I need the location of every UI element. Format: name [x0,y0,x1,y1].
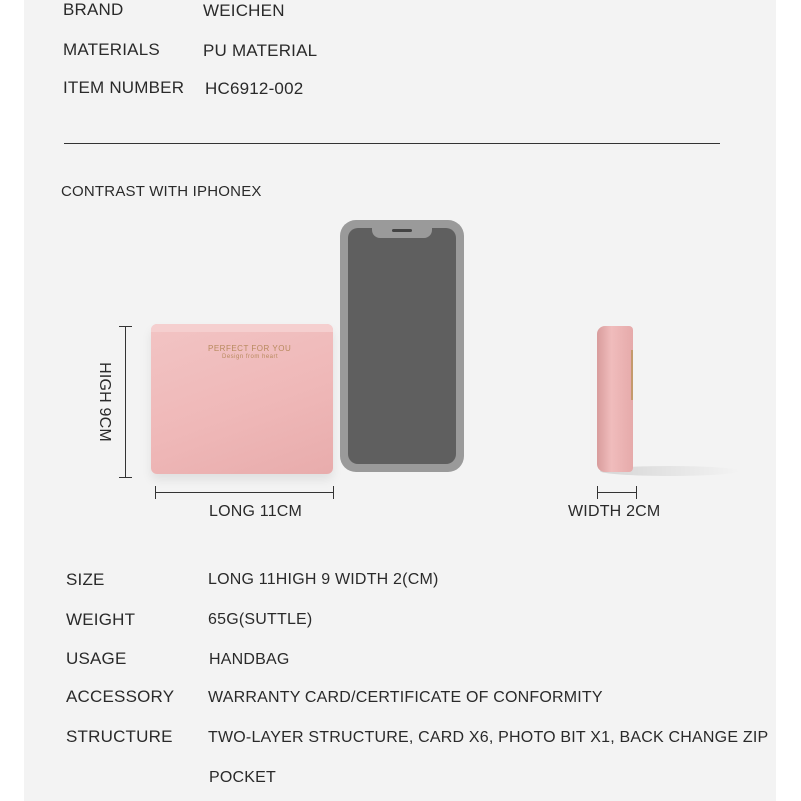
length-dimension-line [155,492,333,493]
brand-label: BRAND [63,0,124,19]
brand-value: WEICHEN [203,1,285,20]
structure-value: TWO-LAYER STRUCTURE, CARD X6, PHOTO BIT X1, BACK CHANGE ZIP [208,729,769,746]
structure-value-continued: POCKET [209,769,276,786]
height-dimension-cap-top [119,326,132,327]
item-number-label: ITEM NUMBER [63,78,185,97]
accessory-value: WARRANTY CARD/CERTIFICATE OF CONFORMITY [208,689,603,706]
width-dimension-cap-left [597,486,598,499]
materials-value: PU MATERIAL [203,41,318,60]
length-dimension-cap-right [333,486,334,499]
length-dimension-cap-left [155,486,156,499]
usage-value: HANDBAG [209,651,290,668]
comparison-heading: CONTRAST WITH IPHONEX [61,183,262,200]
size-value: LONG 11HIGH 9 WIDTH 2(CM) [208,571,439,588]
section-divider [64,143,720,144]
wallet-stamp-line1: PERFECT FOR YOU [208,344,292,353]
size-label: SIZE [66,570,105,589]
width-label: WIDTH 2CM [568,503,661,520]
wallet-stamp-line2: Design from heart [222,354,279,360]
height-label: HIGH 9CM [95,362,113,442]
width-dimension-line [597,492,637,493]
weight-value: 65G(SUTTLE) [208,611,313,628]
zip-pull-icon [623,350,633,400]
phone-screen [348,228,456,464]
weight-label: WEIGHT [66,610,136,629]
length-label: LONG 11CM [209,503,303,520]
phone-speaker [392,229,412,232]
height-dimension-line [125,326,126,478]
usage-label: USAGE [66,649,127,668]
width-dimension-cap-right [636,486,637,499]
height-dimension-cap-bottom [119,477,132,478]
item-number-value: HC6912-002 [205,79,304,98]
structure-label: STRUCTURE [66,727,173,746]
wallet-top-edge [151,324,333,332]
accessory-label: ACCESSORY [66,687,175,706]
materials-label: MATERIALS [63,40,160,59]
